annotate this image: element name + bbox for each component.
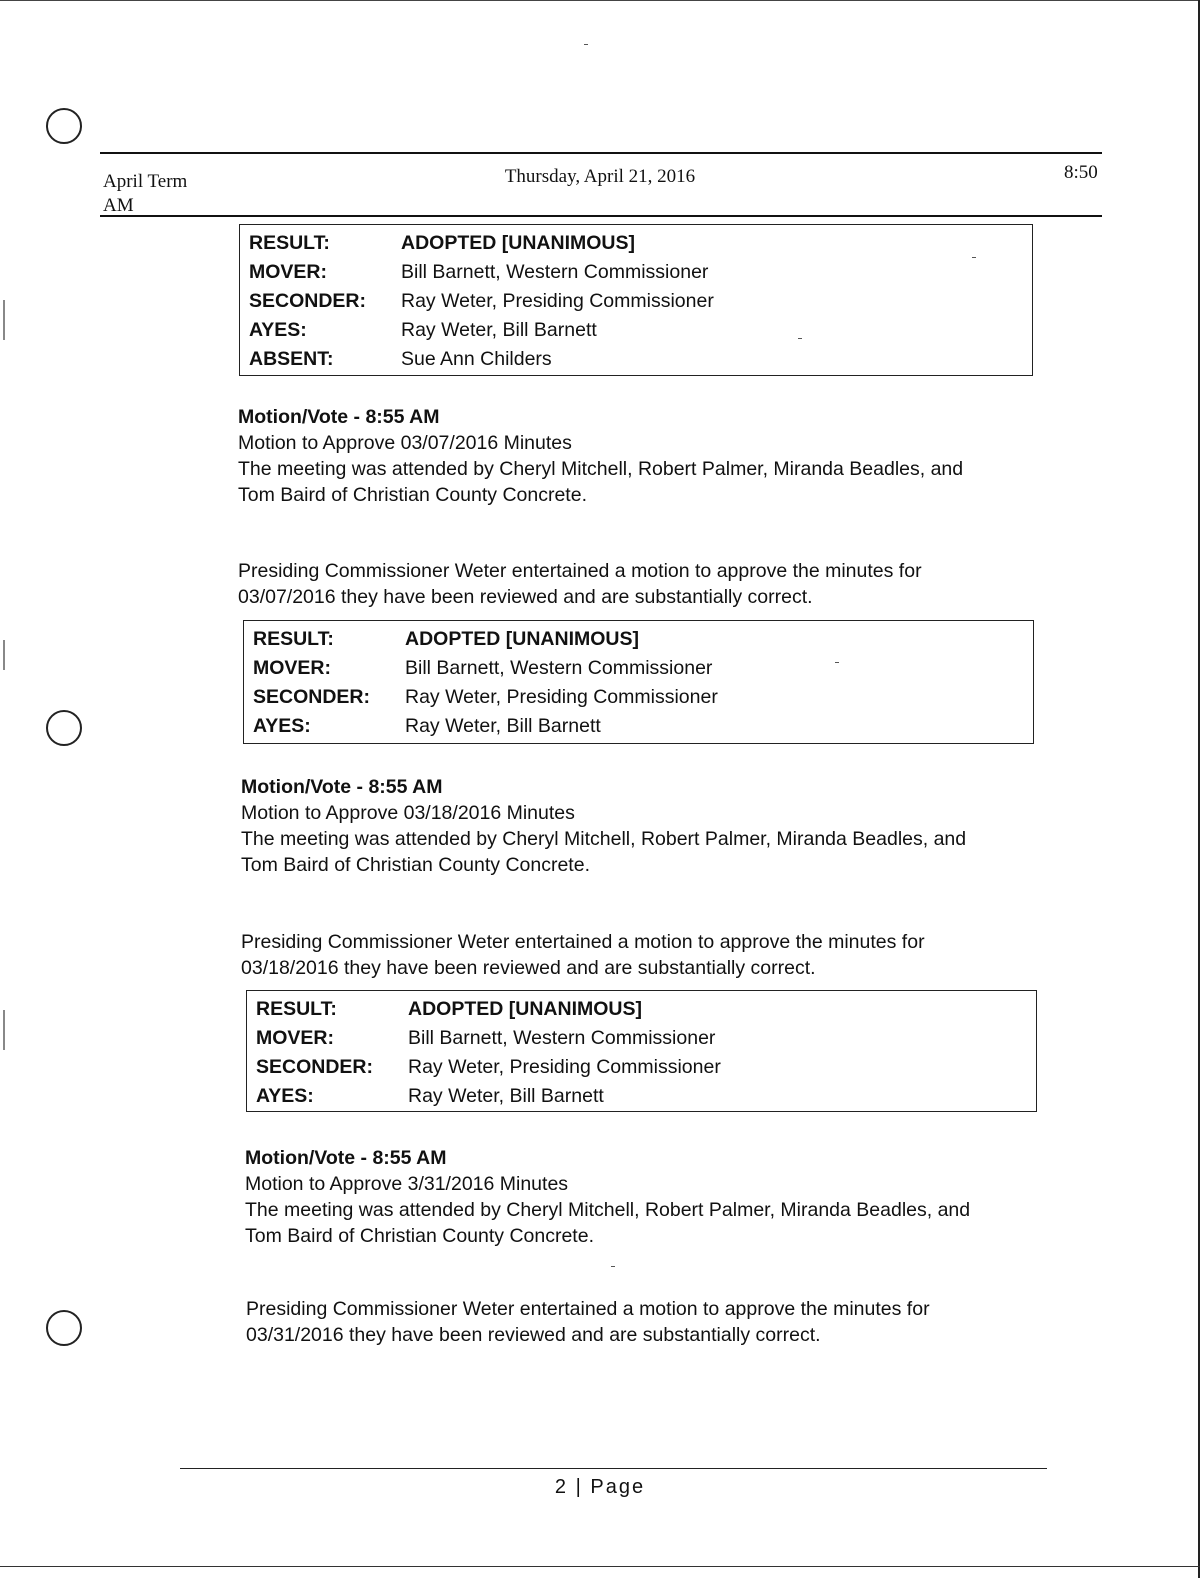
scan-margin-mark [3, 1010, 5, 1050]
vote-row-absent [240, 345, 1032, 374]
vote-value: Ray Weter, Presiding Commissioner [405, 686, 718, 708]
scan-speck [611, 1266, 615, 1267]
scan-margin-mark [3, 300, 5, 340]
vote-label: RESULT: [256, 998, 337, 1020]
attendance-line: The meeting was attended by Cheryl Mitchell, Robert Palmer, Miranda Beadles, and [238, 458, 964, 480]
header-rule-bottom [100, 215, 1102, 217]
vote-row-mover [240, 258, 1032, 287]
header-term-label: April Term [103, 171, 188, 192]
scan-speck [835, 662, 839, 663]
vote-row-mover [244, 654, 1033, 683]
header-rule-top [100, 152, 1102, 154]
vote-value: Ray Weter, Presiding Commissioner [408, 1056, 721, 1078]
vote-label: AYES: [256, 1085, 314, 1107]
scan-speck [972, 257, 976, 258]
vote-row-result [247, 995, 1036, 1024]
vote-value: Sue Ann Childers [401, 348, 552, 370]
vote-row-result [240, 229, 1032, 258]
attendance-line: The meeting was attended by Cheryl Mitchell, Robert Palmer, Miranda Beadles, and [241, 828, 967, 850]
vote-value: Bill Barnett, Western Commissioner [401, 261, 709, 283]
header-am-label: AM [103, 195, 134, 216]
vote-value: Ray Weter, Bill Barnett [405, 715, 601, 737]
vote-value: Ray Weter, Presiding Commissioner [401, 290, 714, 312]
vote-row-ayes [240, 316, 1032, 345]
vote-result-box [243, 620, 1034, 744]
motion-paragraph-line: Presiding Commissioner Weter entertained a motion to approve the minutes for [241, 931, 925, 953]
motion-paragraph [241, 929, 925, 981]
vote-label: RESULT: [253, 628, 334, 650]
punch-hole-bottom [46, 1310, 82, 1346]
scan-speck [798, 338, 802, 339]
vote-label: MOVER: [256, 1027, 334, 1049]
vote-row-seconder [240, 287, 1032, 316]
vote-row-mover [247, 1024, 1036, 1053]
vote-value: ADOPTED [UNANIMOUS] [405, 628, 639, 650]
vote-label: SECONDER: [253, 686, 371, 708]
vote-value: ADOPTED [UNANIMOUS] [408, 998, 642, 1020]
motion-section [238, 404, 963, 508]
vote-label: SECONDER: [249, 290, 367, 312]
motion-paragraph [238, 558, 922, 610]
motion-section [245, 1145, 970, 1249]
vote-value: Bill Barnett, Western Commissioner [408, 1027, 716, 1049]
vote-label: MOVER: [253, 657, 331, 679]
vote-label: AYES: [253, 715, 311, 737]
attendance-line: Tom Baird of Christian County Concrete. [238, 484, 587, 506]
vote-result-box [246, 990, 1037, 1112]
motion-paragraph-line: 03/18/2016 they have been reviewed and are substantially correct. [241, 957, 816, 979]
motion-paragraph [246, 1296, 930, 1348]
motion-subject: Motion to Approve 03/07/2016 Minutes [238, 432, 572, 454]
motion-subject: Motion to Approve 3/31/2016 Minutes [245, 1173, 569, 1195]
motion-title: Motion/Vote - 8:55 AM [238, 406, 440, 428]
vote-row-ayes [244, 712, 1033, 741]
motion-subject: Motion to Approve 03/18/2016 Minutes [241, 802, 575, 824]
motion-title: Motion/Vote - 8:55 AM [241, 776, 443, 798]
vote-label: RESULT: [249, 232, 330, 254]
vote-value: Ray Weter, Bill Barnett [408, 1085, 604, 1107]
vote-row-seconder [247, 1053, 1036, 1082]
attendance-line: The meeting was attended by Cheryl Mitchell, Robert Palmer, Miranda Beadles, and [245, 1199, 971, 1221]
vote-label: SECONDER: [256, 1056, 374, 1078]
vote-label: MOVER: [249, 261, 327, 283]
attendance-line: Tom Baird of Christian County Concrete. [245, 1225, 594, 1247]
motion-paragraph-line: Presiding Commissioner Weter entertained a motion to approve the minutes for [246, 1298, 930, 1320]
footer-rule [180, 1468, 1047, 1469]
attendance-line: Tom Baird of Christian County Concrete. [241, 854, 590, 876]
vote-label: ABSENT: [249, 348, 334, 370]
vote-value: Ray Weter, Bill Barnett [401, 319, 597, 341]
vote-result-box [239, 224, 1033, 376]
scan-speck [584, 44, 588, 45]
vote-value: Bill Barnett, Western Commissioner [405, 657, 713, 679]
scan-edge-bottom [0, 1566, 1200, 1567]
punch-hole-top [46, 108, 82, 144]
vote-row-seconder [244, 683, 1033, 712]
motion-paragraph-line: Presiding Commissioner Weter entertained a motion to approve the minutes for [238, 560, 922, 582]
punch-hole-middle [46, 710, 82, 746]
scan-margin-mark [3, 640, 5, 670]
vote-value: ADOPTED [UNANIMOUS] [401, 232, 635, 254]
vote-row-result [244, 625, 1033, 654]
motion-paragraph-line: 03/31/2016 they have been reviewed and are substantially correct. [246, 1324, 821, 1346]
header-time: 8:50 [1064, 162, 1098, 183]
motion-section [241, 774, 966, 878]
scan-edge-top [0, 0, 1200, 1]
header-date: Thursday, April 21, 2016 [504, 166, 696, 187]
motion-paragraph-line: 03/07/2016 they have been reviewed and are substantially correct. [238, 586, 813, 608]
vote-label: AYES: [249, 319, 307, 341]
motion-title: Motion/Vote - 8:55 AM [245, 1147, 447, 1169]
vote-row-ayes [247, 1082, 1036, 1111]
page-number: 2 | Page [554, 1476, 646, 1498]
